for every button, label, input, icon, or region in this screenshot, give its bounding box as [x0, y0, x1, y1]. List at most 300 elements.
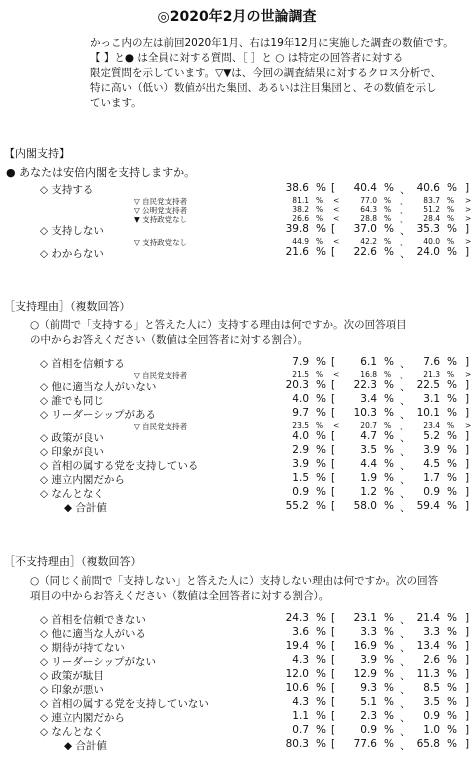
current-value: 55.2 [285, 500, 309, 512]
prior-value: 65.8 [416, 738, 440, 750]
symbol-pct: % [316, 654, 326, 666]
current-value: 23.5 [292, 421, 309, 430]
symbol-sep: 、 [400, 670, 411, 682]
symbol-pct: % [447, 724, 457, 736]
symbol-pct: % [384, 640, 394, 652]
prior-value: 83.7 [423, 196, 440, 205]
symbol-pct: % [447, 223, 457, 235]
row-label: ◇ 首相を信頼できない [40, 614, 146, 626]
symbol-sep: 、 [400, 248, 411, 260]
previous-value: 23.1 [353, 612, 377, 624]
symbol-close: ] [465, 682, 470, 694]
symbol-close: ] [465, 444, 470, 456]
symbol-open: [ [331, 626, 336, 638]
symbol-pct: % [447, 246, 457, 258]
previous-value: 16.9 [353, 640, 377, 652]
symbol-pct: % [447, 214, 455, 223]
previous-value: 58.0 [353, 500, 377, 512]
symbol-pct: % [447, 458, 457, 470]
symbol-open: [ [331, 724, 336, 736]
current-value: 39.8 [285, 223, 309, 235]
row-label: ◇ 政策が良い [40, 432, 104, 444]
row-label: ◇ 他に適当な人がいない [40, 381, 157, 393]
symbol-pct: % [384, 421, 392, 430]
row-label: ◇ 連立内閣だから [40, 474, 125, 486]
symbol-close: ] [465, 472, 470, 484]
symbol-sep: 、 [400, 432, 411, 444]
symbol-pct: % [447, 393, 457, 405]
current-value: 0.9 [292, 486, 309, 498]
symbol-pct: % [316, 472, 326, 484]
symbol-pct: % [384, 379, 394, 391]
symbol-pct: % [316, 407, 326, 419]
symbol-sep: 、 [400, 488, 411, 500]
current-value: 4.3 [292, 654, 309, 666]
row-label: ◇ なんとなく [40, 726, 104, 738]
symbol-open: [ [331, 640, 336, 652]
symbol-open: [ [331, 486, 336, 498]
symbol-pct: % [316, 430, 326, 442]
symbol-open: [ [331, 612, 336, 624]
symbol-close: ] [465, 738, 470, 750]
answer-row [0, 356, 474, 370]
symbol-pct: % [316, 246, 326, 258]
row-label: ◇ 他に適当な人がいる [40, 628, 146, 640]
row-label: ◇ 政策が駄目 [40, 670, 104, 682]
symbol-open: [ [331, 379, 336, 391]
symbol-pct: % [384, 654, 394, 666]
symbol-open: [ [331, 654, 336, 666]
current-value: 4.0 [292, 393, 309, 405]
row-label: ▽ 支持政党なし [134, 238, 188, 247]
previous-value: 3.4 [360, 393, 377, 405]
symbol-pct: % [384, 612, 394, 624]
symbol-sep: 、 [400, 358, 411, 370]
symbol-pct: % [384, 682, 394, 694]
intro-line: 特に高い（低い）数値が出た集団、あるいは注目集団と、その数値を示し [90, 82, 437, 94]
symbol-pct: % [316, 393, 326, 405]
prior-value: 1.7 [423, 472, 440, 484]
symbol-sep: 、 [400, 712, 411, 724]
prior-value: 3.5 [423, 696, 440, 708]
current-value: 9.7 [292, 407, 309, 419]
symbol-open: [ [331, 472, 336, 484]
symbol-open: [ [331, 182, 336, 194]
previous-value: 64.3 [360, 205, 377, 214]
previous-value: 77.0 [360, 196, 377, 205]
current-value: 19.4 [285, 640, 309, 652]
previous-value: 28.8 [360, 214, 377, 223]
symbol-open: [ [331, 682, 336, 694]
symbol-gt: > [465, 196, 472, 205]
previous-value: 20.7 [360, 421, 377, 430]
answer-row [0, 430, 474, 444]
current-value: 4.0 [292, 430, 309, 442]
prior-value: 4.5 [423, 458, 440, 470]
prior-value: 2.6 [423, 654, 440, 666]
symbol-close: ] [465, 612, 470, 624]
symbol-sep: 、 [400, 409, 411, 421]
symbol-close: ] [465, 668, 470, 680]
answer-row [0, 710, 474, 724]
row-label: ◇ わからない [40, 248, 104, 260]
symbol-close: ] [465, 500, 470, 512]
row-label: ▽ 自民党支持者 [134, 371, 188, 380]
symbol-sep: 、 [400, 197, 408, 206]
prior-value: 5.2 [423, 430, 440, 442]
row-label: ◇ 支持する [40, 184, 94, 196]
prior-value: 3.9 [423, 444, 440, 456]
page-title: ◎2020年2月の世論調査 [157, 9, 317, 25]
symbol-pct: % [447, 205, 455, 214]
answer-row [0, 458, 474, 472]
current-value: 26.6 [292, 214, 309, 223]
previous-value: 6.1 [360, 356, 377, 368]
row-label: ◇ なんとなく [40, 488, 104, 500]
symbol-pct: % [316, 237, 324, 246]
symbol-pct: % [316, 682, 326, 694]
symbol-sep: 、 [400, 642, 411, 654]
symbol-gt: > [465, 370, 472, 379]
answer-row [0, 626, 474, 640]
symbol-close: ] [465, 246, 470, 258]
symbol-pct: % [447, 379, 457, 391]
answer-row [0, 379, 474, 393]
previous-value: 10.3 [353, 407, 377, 419]
answer-row [0, 246, 474, 260]
prior-value: 3.3 [423, 626, 440, 638]
previous-value: 77.6 [353, 738, 377, 750]
symbol-close: ] [465, 640, 470, 652]
symbol-pct: % [316, 696, 326, 708]
symbol-pct: % [316, 710, 326, 722]
intro-line: 【 】と● は全員に対する質問、［ ］と ○ は特定の回答者に対する [90, 52, 404, 64]
row-label: ◇ 印象が良い [40, 446, 104, 458]
current-value: 2.9 [292, 444, 309, 456]
symbol-sep: 、 [400, 225, 411, 237]
symbol-pct: % [384, 356, 394, 368]
symbol-pct: % [447, 370, 455, 379]
row-label: ◆ 合計値 [64, 740, 107, 752]
symbol-pct: % [447, 237, 455, 246]
symbol-sep: 、 [400, 206, 408, 215]
section-heading: 【内閣支持】 [4, 147, 70, 160]
symbol-pct: % [384, 486, 394, 498]
symbol-pct: % [384, 223, 394, 235]
symbol-pct: % [447, 500, 457, 512]
prior-value: 22.5 [416, 379, 440, 391]
previous-value: 1.9 [360, 472, 377, 484]
section-heading: ［不支持理由］（複数回答） [4, 555, 142, 568]
current-value: 20.3 [285, 379, 309, 391]
question-text: ● あなたは安倍内閣を支持しますか。 [6, 166, 196, 179]
symbol-pct: % [316, 668, 326, 680]
symbol-close: ] [465, 458, 470, 470]
symbol-pct: % [384, 182, 394, 194]
intro-line: ています。 [90, 97, 142, 109]
row-label: ◇ 首相の属する党を支持していない [40, 698, 209, 710]
symbol-pct: % [447, 486, 457, 498]
symbol-sep: 、 [400, 446, 411, 458]
row-label: ▽ 自民党支持者 [134, 197, 188, 206]
row-label: ◇ リーダーシップがない [40, 656, 156, 668]
prior-value: 51.2 [423, 205, 440, 214]
symbol-pct: % [316, 421, 324, 430]
answer-row [0, 393, 474, 407]
symbol-close: ] [465, 393, 470, 405]
total-row [0, 500, 474, 514]
previous-value: 42.2 [360, 237, 377, 246]
symbol-pct: % [447, 696, 457, 708]
symbol-pct: % [447, 710, 457, 722]
prior-value: 21.4 [416, 612, 440, 624]
symbol-open: [ [331, 430, 336, 442]
current-value: 81.1 [292, 196, 309, 205]
symbol-pct: % [447, 407, 457, 419]
symbol-sep: 、 [400, 474, 411, 486]
previous-value: 9.3 [360, 682, 377, 694]
symbol-pct: % [384, 407, 394, 419]
current-value: 1.1 [292, 710, 309, 722]
prior-value: 1.0 [423, 724, 440, 736]
symbol-close: ] [465, 223, 470, 235]
answer-row [0, 223, 474, 237]
symbol-sep: 、 [400, 381, 411, 393]
symbol-sep: 、 [400, 395, 411, 407]
symbol-pct: % [384, 430, 394, 442]
symbol-sep: 、 [400, 502, 411, 514]
symbol-pct: % [384, 472, 394, 484]
symbol-open: [ [331, 407, 336, 419]
current-value: 44.9 [292, 237, 309, 246]
symbol-open: [ [331, 223, 336, 235]
symbol-pct: % [316, 223, 326, 235]
prior-value: 59.4 [416, 500, 440, 512]
symbol-pct: % [384, 626, 394, 638]
row-label: ▽ 公明党支持者 [134, 206, 188, 215]
symbol-lt: < [333, 214, 340, 223]
symbol-pct: % [316, 370, 324, 379]
prior-value: 10.1 [416, 407, 440, 419]
symbol-pct: % [316, 458, 326, 470]
current-value: 10.6 [285, 682, 309, 694]
symbol-pct: % [316, 640, 326, 652]
current-value: 24.3 [285, 612, 309, 624]
previous-value: 2.3 [360, 710, 377, 722]
symbol-pct: % [316, 612, 326, 624]
intro-line: かっこ内の左は前回2020年1月、右は19年12月に実施した調査の数値です。 [90, 37, 454, 49]
prior-value: 24.0 [416, 246, 440, 258]
answer-row [0, 654, 474, 668]
answer-row [0, 612, 474, 626]
question-text: ○（同じく前問で「支持しない」と答えた人に）支持しない理由は何ですか。次の回答 [30, 575, 439, 587]
intro-line: 限定質問を示しています。▽▼は、今回の調査結果に対するクロス分析で、 [90, 67, 442, 79]
symbol-sep: 、 [400, 726, 411, 738]
current-value: 12.0 [285, 668, 309, 680]
symbol-lt: < [333, 421, 340, 430]
row-label: ◇ 首相の属する党を支持している [40, 460, 199, 472]
answer-row [0, 486, 474, 500]
symbol-close: ] [465, 379, 470, 391]
symbol-open: [ [331, 356, 336, 368]
symbol-sep: 、 [400, 215, 408, 224]
symbol-pct: % [384, 444, 394, 456]
symbol-lt: < [333, 196, 340, 205]
question-text: ○（前問で「支持する」と答えた人に）支持する理由は何ですか。次の回答項目 [30, 319, 407, 331]
symbol-pct: % [447, 626, 457, 638]
previous-value: 12.9 [353, 668, 377, 680]
symbol-lt: < [333, 205, 340, 214]
symbol-sep: 、 [400, 614, 411, 626]
current-value: 3.6 [292, 626, 309, 638]
symbol-pct: % [384, 458, 394, 470]
symbol-pct: % [447, 738, 457, 750]
symbol-pct: % [447, 668, 457, 680]
symbol-pct: % [447, 196, 455, 205]
row-label: ◇ 支持しない [40, 225, 104, 237]
symbol-pct: % [384, 214, 392, 223]
symbol-gt: > [465, 237, 472, 246]
prior-value: 7.6 [423, 356, 440, 368]
symbol-pct: % [447, 472, 457, 484]
row-label: ▼ 支持政党なし [134, 215, 188, 224]
symbol-pct: % [384, 500, 394, 512]
previous-value: 0.9 [360, 724, 377, 736]
symbol-sep: 、 [400, 460, 411, 472]
symbol-open: [ [331, 696, 336, 708]
symbol-pct: % [316, 379, 326, 391]
previous-value: 40.4 [353, 182, 377, 194]
current-value: 1.5 [292, 472, 309, 484]
symbol-close: ] [465, 430, 470, 442]
current-value: 38.2 [292, 205, 309, 214]
symbol-close: ] [465, 710, 470, 722]
symbol-close: ] [465, 407, 470, 419]
prior-value: 28.4 [423, 214, 440, 223]
row-label: ◇ 期待が持てない [40, 642, 125, 654]
previous-value: 3.9 [360, 654, 377, 666]
row-label: ◆ 合計値 [64, 502, 107, 514]
row-label: ▽ 自民党支持者 [134, 422, 188, 431]
symbol-close: ] [465, 182, 470, 194]
previous-value: 4.7 [360, 430, 377, 442]
previous-value: 22.3 [353, 379, 377, 391]
symbol-sep: 、 [400, 656, 411, 668]
answer-row [0, 472, 474, 486]
symbol-pct: % [316, 444, 326, 456]
prior-value: 21.3 [423, 370, 440, 379]
symbol-open: [ [331, 710, 336, 722]
answer-row [0, 182, 474, 196]
symbol-pct: % [384, 205, 392, 214]
previous-value: 1.2 [360, 486, 377, 498]
previous-value: 37.0 [353, 223, 377, 235]
prior-value: 23.4 [423, 421, 440, 430]
current-value: 38.6 [285, 182, 309, 194]
symbol-sep: 、 [400, 628, 411, 640]
symbol-sep: 、 [400, 184, 411, 196]
symbol-lt: < [333, 370, 340, 379]
symbol-pct: % [447, 640, 457, 652]
answer-row [0, 407, 474, 421]
symbol-pct: % [316, 724, 326, 736]
symbol-pct: % [384, 237, 392, 246]
symbol-sep: 、 [400, 698, 411, 710]
symbol-pct: % [316, 356, 326, 368]
symbol-open: [ [331, 246, 336, 258]
prior-value: 0.9 [423, 710, 440, 722]
current-value: 3.9 [292, 458, 309, 470]
previous-value: 5.1 [360, 696, 377, 708]
current-value: 0.7 [292, 724, 309, 736]
symbol-pct: % [384, 246, 394, 258]
symbol-sep: 、 [400, 238, 408, 247]
row-label: ◇ リーダーシップがある [40, 409, 156, 421]
answer-row [0, 444, 474, 458]
symbol-pct: % [447, 356, 457, 368]
symbol-pct: % [316, 500, 326, 512]
symbol-close: ] [465, 356, 470, 368]
answer-row [0, 668, 474, 682]
prior-value: 13.4 [416, 640, 440, 652]
total-row [0, 738, 474, 752]
symbol-sep: 、 [400, 684, 411, 696]
previous-value: 22.6 [353, 246, 377, 258]
symbol-open: [ [331, 738, 336, 750]
prior-value: 40.0 [423, 237, 440, 246]
section-heading: ［支持理由］（複数回答） [4, 300, 131, 313]
previous-value: 3.5 [360, 444, 377, 456]
answer-row [0, 696, 474, 710]
symbol-close: ] [465, 696, 470, 708]
symbol-pct: % [316, 205, 324, 214]
symbol-pct: % [384, 393, 394, 405]
symbol-close: ] [465, 486, 470, 498]
answer-row [0, 682, 474, 696]
symbol-sep: 、 [400, 371, 408, 380]
symbol-open: [ [331, 444, 336, 456]
row-label: ◇ 連立内閣だから [40, 712, 125, 724]
symbol-gt: > [465, 214, 472, 223]
prior-value: 3.1 [423, 393, 440, 405]
symbol-gt: > [465, 421, 472, 430]
previous-value: 3.3 [360, 626, 377, 638]
symbol-pct: % [316, 486, 326, 498]
current-value: 4.3 [292, 696, 309, 708]
symbol-close: ] [465, 724, 470, 736]
answer-row [0, 640, 474, 654]
symbol-pct: % [384, 370, 392, 379]
symbol-pct: % [447, 182, 457, 194]
question-text: の中からお答えください（数値は全回答者に対する割合）。 [30, 334, 309, 346]
current-value: 21.5 [292, 370, 309, 379]
symbol-pct: % [447, 421, 455, 430]
row-label: ◇ 首相を信頼する [40, 358, 125, 370]
row-label: ◇ 誰でも同じ [40, 395, 104, 407]
symbol-gt: > [465, 205, 472, 214]
prior-value: 8.5 [423, 682, 440, 694]
symbol-pct: % [384, 696, 394, 708]
answer-row [0, 724, 474, 738]
current-value: 80.3 [285, 738, 309, 750]
prior-value: 40.6 [416, 182, 440, 194]
symbol-pct: % [447, 682, 457, 694]
symbol-pct: % [384, 710, 394, 722]
symbol-pct: % [316, 182, 326, 194]
symbol-open: [ [331, 500, 336, 512]
symbol-pct: % [316, 738, 326, 750]
symbol-pct: % [447, 444, 457, 456]
